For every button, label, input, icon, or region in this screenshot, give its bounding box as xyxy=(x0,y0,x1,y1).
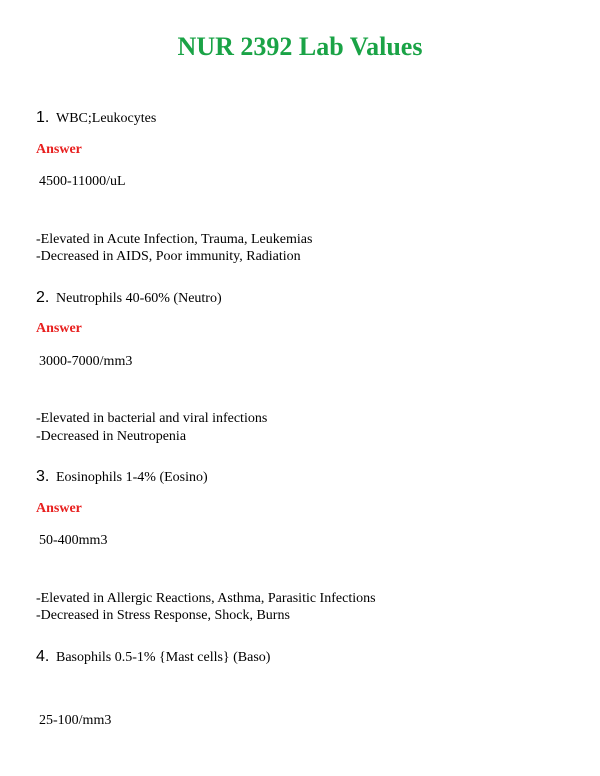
answer-value: 25-100/mm3 xyxy=(39,713,112,728)
note-decreased: -Decreased in Stress Response, Shock, Burns xyxy=(36,608,290,623)
answer-label: Answer xyxy=(36,321,82,336)
answer-value: 4500-11000/uL xyxy=(39,174,126,189)
answer-value: 3000-7000/mm3 xyxy=(39,354,133,369)
note-elevated: -Elevated in bacterial and viral infections xyxy=(36,411,268,426)
note-elevated: -Elevated in Acute Infection, Trauma, Leukemias xyxy=(36,232,313,247)
question-number: 1. xyxy=(36,109,50,126)
page-title: NUR 2392 Lab Values xyxy=(177,32,423,61)
question-4 xyxy=(36,647,270,668)
question-number: 3. xyxy=(36,468,50,485)
note-elevated: -Elevated in Allergic Reactions, Asthma, Parasitic Infections xyxy=(36,591,376,606)
question-number: 4. xyxy=(36,648,50,665)
question-1 xyxy=(36,108,156,129)
note-decreased: -Decreased in AIDS, Poor immunity, Radiation xyxy=(36,249,301,264)
question-text: Eosinophils 1-4% (Eosino) xyxy=(56,470,208,485)
answer-value: 50-400mm3 xyxy=(39,533,108,548)
question-number: 2. xyxy=(36,289,50,306)
note-decreased: -Decreased in Neutropenia xyxy=(36,429,187,444)
answer-label: Answer xyxy=(36,501,82,516)
question-text: Neutrophils 40-60% (Neutro) xyxy=(56,291,222,306)
question-3 xyxy=(36,467,208,488)
question-text: Basophils 0.5-1% {Mast cells} (Baso) xyxy=(56,650,271,665)
question-2 xyxy=(36,288,222,309)
question-text: WBC;Leukocytes xyxy=(56,111,157,126)
answer-label: Answer xyxy=(36,142,82,157)
